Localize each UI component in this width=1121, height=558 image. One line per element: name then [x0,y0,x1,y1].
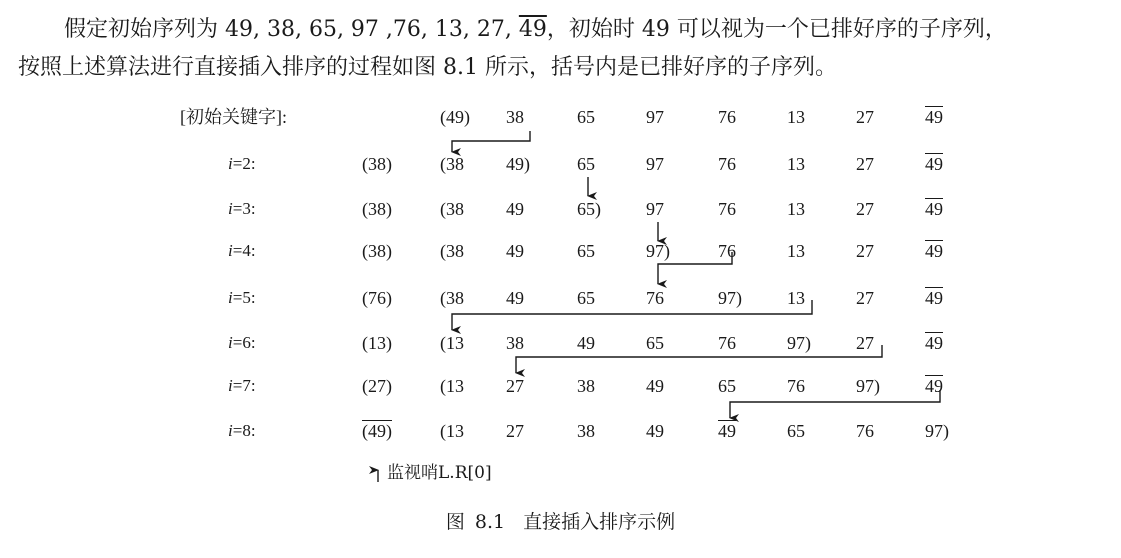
header-cell-0: (49) [440,107,470,127]
row-7-cell-6: 97) [856,376,880,396]
row-label-7: i=7: [228,376,256,395]
row-5-cell-4: 97) [718,288,742,308]
row-7-sentinel: (27) [362,376,392,396]
row-2-cell-0: (38 [440,154,464,174]
row-4-cell-0: (38 [440,241,464,261]
arrow-insert-13 [452,300,812,330]
row-4-cell-1: 49 [506,241,524,261]
row-2-cell-4: 76 [718,154,736,174]
paragraph-line-1-before: 假定初始序列为 49, 38, 65, 97 ,76, 13, 27, [64,17,519,42]
row-8-cell-3: 49 [646,421,664,441]
row-label-3: i=3: [228,199,256,218]
row-6-cell-6: 27 [856,333,874,353]
row-label-5: i=5: [228,288,256,307]
paragraph-line-1-after: ，初始时 49 可以视为一个已排好序的子序列， [546,17,1007,42]
row-4-cell-7: 49 [925,241,943,261]
row-5-cell-2: 65 [577,288,595,308]
caption-text: 直接插入排序示例 [523,511,676,533]
sentinel-note [373,462,492,484]
row-4-cell-4: 76 [718,241,736,261]
row-7-cell-3: 49 [646,376,664,396]
row-6-cell-3: 65 [646,333,664,353]
row-8-sentinel: (49) [362,421,392,441]
row-6-cell-5: 97) [787,333,811,353]
overlined-49: 49 [518,17,547,42]
paragraph-line-2: 按照上述算法进行直接插入排序的过程如图 8.1 所示，括号内是已排好序的子序列。 [18,55,837,80]
figure-caption [0,510,1121,534]
row-3-cell-0: (38 [440,199,464,219]
row-2-cell-5: 13 [787,154,805,174]
caption-prefix: 图 [445,511,465,533]
row-2-cell-7: 49 [925,154,943,174]
row-6-cell-1: 38 [506,333,524,353]
row-3-cell-4: 76 [718,199,736,219]
row-3-cell-6: 27 [856,199,874,219]
row-6-cell-0: (13 [440,333,464,353]
header-cell-1: 38 [506,107,524,127]
arrow-insert-76 [658,252,732,284]
row-4-cell-5: 13 [787,241,805,261]
row-8-cell-7: 97) [925,421,949,441]
row-label-2: i=2: [228,154,256,173]
header-cell-5: 13 [787,107,805,127]
row-3-sentinel: (38) [362,199,392,219]
row-5-cell-5: 13 [787,288,805,308]
row-2-cell-1: 49) [506,154,530,174]
row-8-cell-1: 27 [506,421,524,441]
row-3-cell-3: 97 [646,199,664,219]
row-3-cell-1: 49 [506,199,524,219]
row-4-cell-6: 27 [856,241,874,261]
row-6-cell-7: 49 [925,333,943,353]
row-5-sentinel: (76) [362,288,392,308]
row-3-cell-5: 13 [787,199,805,219]
arrow-insert-38 [452,131,530,152]
row-7-cell-4: 65 [718,376,736,396]
row-3-cell-7: 49 [925,199,943,219]
row-label-6: i=6: [228,333,256,352]
arrow-insert-49 [730,390,940,418]
row-4-cell-2: 65 [577,241,595,261]
row-6-cell-2: 49 [577,333,595,353]
row-5-cell-7: 49 [925,288,943,308]
sentinel-text: 监视哨L.R[0] [387,463,492,483]
row-label-8: i=8: [228,421,256,440]
row-8-cell-2: 38 [577,421,595,441]
row-4-sentinel: (38) [362,241,392,261]
arrow-insert-27 [516,345,882,373]
row-4-cell-3: 97) [646,241,670,261]
row-5-cell-0: (38 [440,288,464,308]
row-8-cell-6: 76 [856,421,874,441]
row-7-cell-5: 76 [787,376,805,396]
row-7-cell-2: 38 [577,376,595,396]
header-cell-6: 27 [856,107,874,127]
header-cell-2: 65 [577,107,595,127]
row-7-cell-1: 27 [506,376,524,396]
caption-number: 8.1 [474,511,506,533]
row-8-cell-0: (13 [440,421,464,441]
header-cell-7: 49 [925,107,943,127]
row-2-cell-6: 27 [856,154,874,174]
row-6-cell-4: 76 [718,333,736,353]
header-label: [初始关键字]: [180,107,287,127]
row-5-cell-6: 27 [856,288,874,308]
header-cell-4: 76 [718,107,736,127]
row-7-cell-7: 49 [925,376,943,396]
row-5-cell-1: 49 [506,288,524,308]
row-2-sentinel: (38) [362,154,392,174]
row-label-4: i=4: [228,241,256,260]
row-7-cell-0: (13 [440,376,464,396]
row-8-cell-5: 65 [787,421,805,441]
header-cell-3: 97 [646,107,664,127]
row-6-sentinel: (13) [362,333,392,353]
row-3-cell-2: 65) [577,199,601,219]
row-2-cell-2: 65 [577,154,595,174]
row-8-cell-4: 49 [718,421,736,441]
row-2-cell-3: 97 [646,154,664,174]
row-5-cell-3: 76 [646,288,664,308]
